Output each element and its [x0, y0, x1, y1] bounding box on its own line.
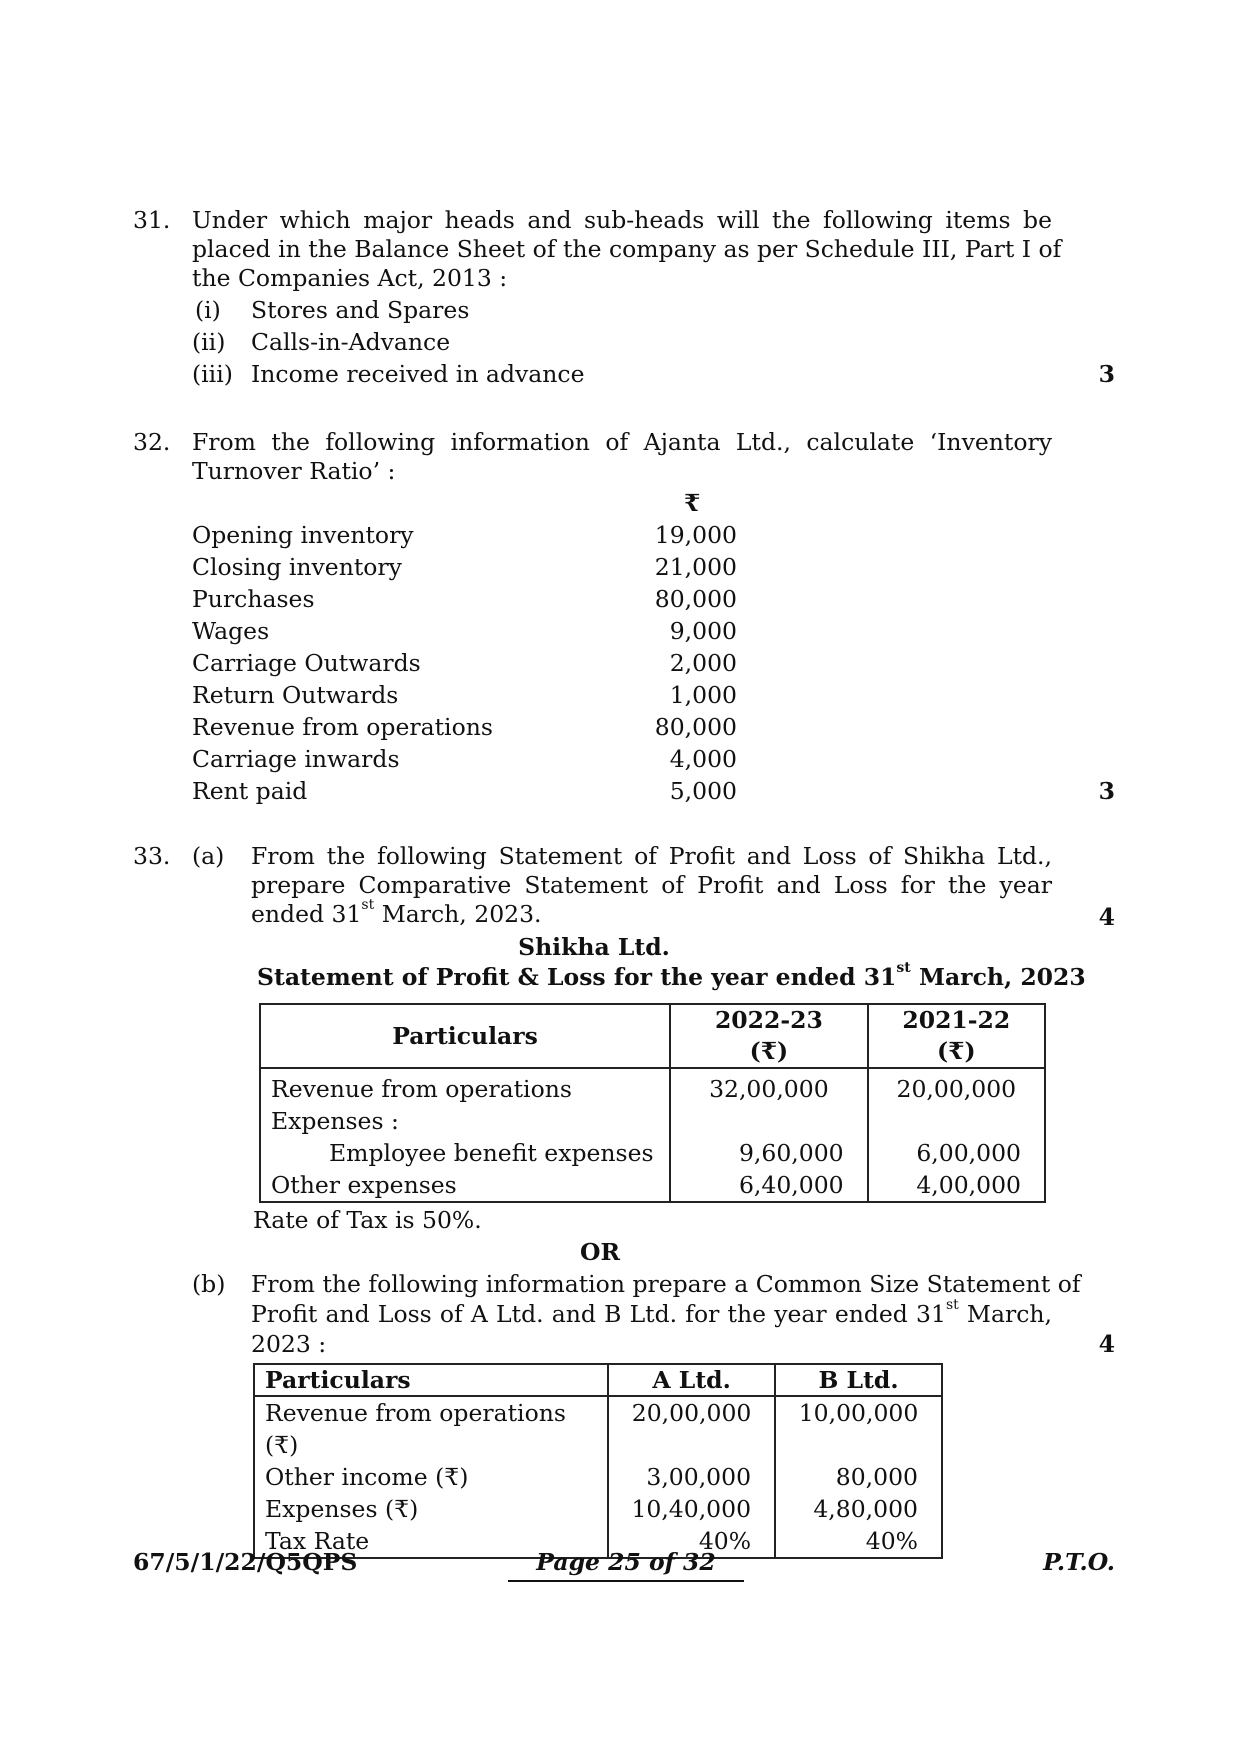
table-cell: 6,40,000	[670, 1169, 868, 1202]
question-text-line: Under which major heads and sub-heads will the following items be	[192, 206, 1052, 234]
list-item-value: 80,000	[654, 713, 737, 741]
table-cell: Expenses (₹)	[254, 1493, 608, 1525]
item-label: (ii)	[192, 328, 226, 356]
list-item-label: Opening inventory	[192, 521, 414, 549]
header-unit: (₹)	[749, 1037, 789, 1065]
column-header	[260, 1004, 670, 1068]
header-particulars: Particulars	[392, 1022, 538, 1050]
item-label: (iii)	[192, 360, 233, 388]
list-item-label: Wages	[192, 617, 270, 645]
list-item-label: Carriage Outwards	[192, 649, 421, 677]
list-item-value: 80,000	[654, 585, 737, 613]
list-item-value: 2,000	[669, 649, 737, 677]
table-header-row	[254, 1364, 942, 1396]
table-cell: 3,00,000	[608, 1461, 775, 1493]
table-cell: Employee benefit expenses	[260, 1137, 670, 1169]
column-header: B Ltd.	[775, 1364, 942, 1396]
header-year: 2022-23	[714, 1006, 823, 1034]
question-text-line: From the following Statement of Profit and Loss of Shikha Ltd.,	[251, 842, 1052, 870]
tax-note: Rate of Tax is 50%.	[253, 1206, 482, 1234]
question-number: 31.	[133, 206, 171, 234]
item-text: Income received in advance	[251, 360, 585, 388]
question-text-line: the Companies Act, 2013 :	[192, 264, 508, 292]
question-text-line: Turnover Ratio’ :	[192, 457, 396, 485]
table-cell	[670, 1105, 868, 1137]
text-fragment: March, 2023.	[374, 900, 542, 928]
header-year: 2021-22	[902, 1006, 1011, 1034]
common-size-table	[253, 1363, 943, 1559]
column-header: A Ltd.	[608, 1364, 775, 1396]
question-text-line	[251, 897, 542, 928]
table-row	[260, 1137, 1045, 1169]
paper-code: 67/5/1/22/Q5QPS	[133, 1548, 358, 1576]
statement-title	[257, 960, 1086, 991]
header-unit: (₹)	[937, 1037, 976, 1065]
marks: 3	[1098, 360, 1115, 388]
table-cell: Revenue from operations	[260, 1068, 670, 1105]
column-header	[670, 1004, 868, 1068]
table-cell: Expenses :	[260, 1105, 670, 1137]
list-item-label: Carriage inwards	[192, 745, 400, 773]
list-item-value: 19,000	[654, 521, 737, 549]
question-text-line: prepare Comparative Statement of Profit and Loss for the year	[251, 871, 1052, 899]
list-item-label: Revenue from operations	[192, 713, 493, 741]
profit-loss-table	[259, 1003, 1046, 1203]
table-cell: 80,000	[775, 1461, 942, 1493]
marks: 4	[1098, 903, 1115, 931]
currency-symbol: ₹	[684, 489, 701, 517]
column-header	[868, 1004, 1045, 1068]
item-text: Stores and Spares	[251, 296, 470, 324]
question-number: 33.	[133, 842, 171, 870]
question-number: 32.	[133, 428, 171, 456]
table-cell: 4,00,000	[868, 1169, 1045, 1202]
column-header: Particulars	[254, 1364, 608, 1396]
text-fragment: Statement of Profit & Loss for the year ended 31	[257, 963, 897, 991]
table-cell: 6,00,000	[868, 1137, 1045, 1169]
table-cell	[868, 1105, 1045, 1137]
marks: 4	[1098, 1330, 1115, 1358]
table-cell: 9,60,000	[670, 1137, 868, 1169]
table-header-row	[260, 1004, 1045, 1068]
table-row	[260, 1105, 1045, 1137]
page-number-underline	[508, 1580, 744, 1582]
question-text-line	[251, 1297, 1052, 1328]
table-row	[260, 1068, 1045, 1105]
list-item-label: Return Outwards	[192, 681, 399, 709]
table-row	[254, 1493, 942, 1525]
table-row	[254, 1396, 942, 1461]
text-fragment: March,	[958, 1300, 1052, 1328]
text-fragment: Profit and Loss of A Ltd. and B Ltd. for the year ended 31	[251, 1300, 946, 1328]
superscript: st	[896, 960, 911, 976]
table-cell: 10,40,000	[608, 1493, 775, 1525]
table-row	[254, 1461, 942, 1493]
company-title: Shikha Ltd.	[518, 933, 670, 961]
question-text-line: 2023 :	[251, 1330, 327, 1358]
table-cell: Revenue from operations (₹)	[254, 1396, 608, 1461]
pto-label: P.T.O.	[1043, 1548, 1115, 1576]
list-item-value: 9,000	[669, 617, 737, 645]
table-cell: Tax Rate	[254, 1525, 608, 1558]
text-fragment: March, 2023	[910, 963, 1086, 991]
table-cell: 20,00,000	[608, 1396, 775, 1461]
or-separator: OR	[579, 1238, 620, 1266]
marks: 3	[1098, 777, 1115, 805]
table-cell: Other expenses	[260, 1169, 670, 1202]
table-cell: 4,80,000	[775, 1493, 942, 1525]
question-text-line: From the following information prepare a Common Size Statement of	[251, 1270, 1081, 1298]
list-item-value: 5,000	[669, 777, 737, 805]
table-cell: 40%	[775, 1525, 942, 1558]
question-text-line: placed in the Balance Sheet of the company as per Schedule III, Part I of	[192, 235, 1062, 263]
list-item-value: 21,000	[654, 553, 737, 581]
part-label: (b)	[192, 1270, 226, 1298]
table-cell: 32,00,000	[670, 1068, 868, 1105]
table-cell: 40%	[608, 1525, 775, 1558]
list-item-value: 1,000	[669, 681, 737, 709]
question-text-line: From the following information of Ajanta Ltd., calculate ‘Inventory	[192, 428, 1052, 456]
item-label: (i)	[195, 296, 221, 324]
list-item-value: 4,000	[669, 745, 737, 773]
superscript: st	[945, 1297, 959, 1313]
list-item-label: Purchases	[192, 585, 315, 613]
list-item-label: Rent paid	[192, 777, 308, 805]
table-cell: Other income (₹)	[254, 1461, 608, 1493]
table-cell: 20,00,000	[868, 1068, 1045, 1105]
list-item-label: Closing inventory	[192, 553, 402, 581]
table-row	[260, 1169, 1045, 1202]
item-text: Calls-in-Advance	[251, 328, 451, 356]
superscript: st	[361, 897, 375, 913]
part-label: (a)	[192, 842, 225, 870]
page-number: Page 25 of 32	[536, 1548, 716, 1576]
table-cell: 10,00,000	[775, 1396, 942, 1461]
text-fragment: ended 31	[251, 900, 362, 928]
